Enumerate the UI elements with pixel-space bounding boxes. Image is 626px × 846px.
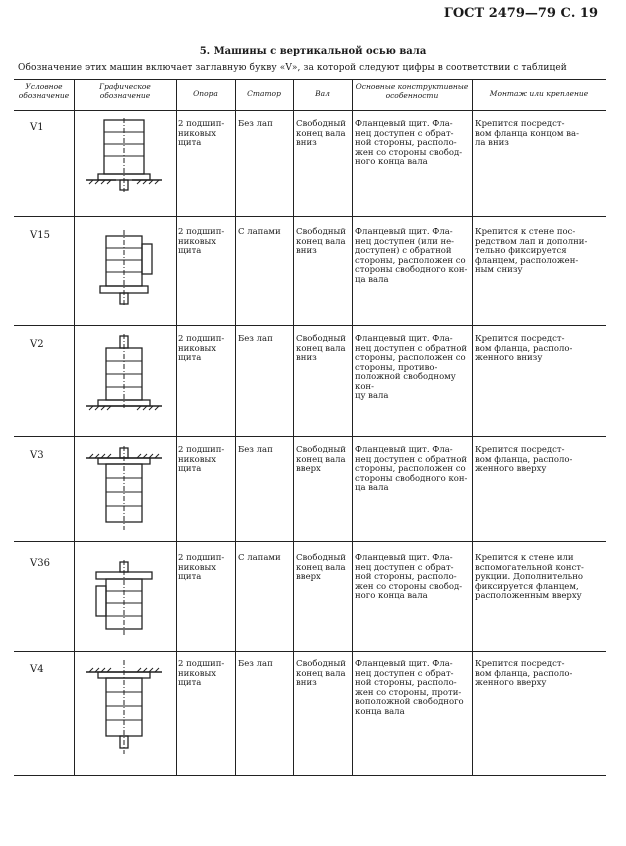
header-shaft: Вал: [315, 89, 330, 98]
motor-diagram-v3: [84, 446, 164, 532]
header-support: Опора: [193, 89, 218, 98]
mounting-cell: Крепится к стене пос- редством лап и дополни- тельно фиксируется фланцем, расположен- ным снизу: [475, 227, 588, 276]
row-code: V1: [30, 122, 44, 133]
page-header: ГОСТ 2479—79 С. 19: [443, 6, 598, 21]
motor-diagram-v2: [84, 334, 164, 418]
features-cell: Фланцевый щит. Фла- нец доступен (или не- доступен) с обратной стороны, расположен со стороны свободного кон- ца вала: [355, 227, 468, 285]
stator-cell: Без лап: [238, 659, 273, 669]
row-divider: [14, 651, 606, 652]
shaft-cell: Свободный конец вала вверх: [296, 553, 346, 583]
row-divider: [14, 216, 606, 217]
stator-cell: С лапами: [238, 553, 281, 563]
table-header-border: [14, 110, 606, 111]
support-cell: 2 подшип- никовых щита: [178, 659, 225, 689]
motor-diagram-v15: [84, 228, 164, 308]
features-cell: Фланцевый щит. Фла- нец доступен с обратной стороны, расположен со стороны, противо- положной свободному кон- цу вала: [355, 334, 468, 402]
header-mounting: Монтаж или крепление: [489, 89, 589, 98]
shaft-cell: Свободный конец вала вниз: [296, 334, 346, 364]
header-stator: Статор: [247, 89, 281, 98]
mounting-cell: Крепится посредст- вом фланца, располо- женного внизу: [475, 334, 573, 364]
support-cell: 2 подшип- никовых щита: [178, 334, 225, 364]
stator-cell: Без лап: [238, 445, 273, 455]
header-features: Основные конструктивные особенности: [355, 82, 469, 100]
column-divider: [74, 79, 75, 776]
row-code: V15: [30, 230, 50, 241]
column-divider: [235, 79, 236, 776]
support-cell: 2 подшип- никовых щита: [178, 553, 225, 583]
shaft-cell: Свободный конец вала вверх: [296, 445, 346, 475]
stator-cell: Без лап: [238, 119, 273, 129]
features-cell: Фланцевый щит. Фла- нец доступен с обрат- ной стороны, располо- жен со стороны свобод- ного конца вала: [355, 119, 463, 168]
stator-cell: Без лап: [238, 334, 273, 344]
row-code: V4: [30, 664, 44, 675]
table-bottom-border: [14, 775, 606, 776]
mounting-cell: Крепится посредст- вом фланца концом ва- ла вниз: [475, 119, 579, 149]
row-code: V36: [30, 558, 50, 569]
features-cell: Фланцевый щит. Фла- нец доступен с обрат- ной стороны, располо- жен со стороны, проти- воположной свободного конца вала: [355, 659, 464, 717]
header-code: Условное обозначение: [18, 82, 70, 100]
support-cell: 2 подшип- никовых щита: [178, 445, 225, 475]
shaft-cell: Свободный конец вала вниз: [296, 119, 346, 149]
row-divider: [14, 325, 606, 326]
column-divider: [176, 79, 177, 776]
support-cell: 2 подшип- никовых щита: [178, 227, 225, 257]
motor-diagram-v36: [84, 560, 164, 640]
features-cell: Фланцевый щит. Фла- нец доступен с обрат- ной стороны, располо- жен со стороны свобод- ного конца вала: [355, 553, 463, 602]
header-graphic: Графическое обозначение: [99, 82, 151, 100]
row-code: V3: [30, 450, 44, 461]
mounting-cell: Крепится посредст- вом фланца, располо- женного вверху: [475, 659, 573, 689]
shaft-cell: Свободный конец вала вниз: [296, 227, 346, 257]
shaft-cell: Свободный конец вала вниз: [296, 659, 346, 689]
motor-diagram-v4: [84, 658, 164, 758]
column-divider: [472, 79, 473, 776]
mounting-cell: Крепится к стене или вспомогательной конст- рукции. Дополнительно фиксируется фланцем, расположенным вверху: [475, 553, 584, 602]
row-divider: [14, 436, 606, 437]
motor-diagram-v1: [84, 118, 164, 198]
support-cell: 2 подшип- никовых щита: [178, 119, 225, 149]
row-code: V2: [30, 339, 44, 350]
table-top-border: [14, 79, 606, 80]
features-cell: Фланцевый щит. Фла- нец доступен с обратной стороны, расположен со стороны свободного кон- ца вала: [355, 445, 468, 494]
column-divider: [352, 79, 353, 776]
row-divider: [14, 541, 606, 542]
column-divider: [293, 79, 294, 776]
stator-cell: С лапами: [238, 227, 281, 237]
intro-text: Обозначение этих машин включает заглавную букву «V», за которой следуют цифры в соответствии с таблицей: [18, 63, 567, 73]
mounting-cell: Крепится посредст- вом фланца, располо- женного вверху: [475, 445, 573, 475]
section-title: 5. Машины с вертикальной осью вала: [199, 46, 427, 57]
